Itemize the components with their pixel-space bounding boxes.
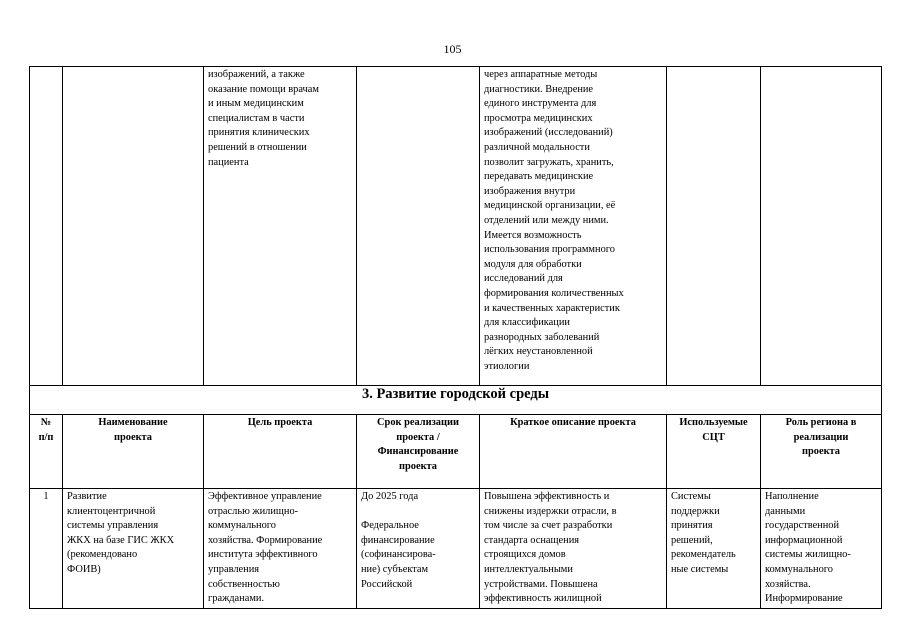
continuation-name-cell bbox=[63, 67, 204, 386]
continuation-goal-cell: изображений, а также оказание помощи врачам и иным медицинским специалистам в части принятия клинических решений в отношении пациента bbox=[204, 67, 357, 386]
row-num: 1 bbox=[30, 489, 63, 609]
continuation-row bbox=[30, 67, 882, 386]
row-description: Повышена эффективность и снижены издержки отрасли, в том числе за счет разработки стандарта оснащения строящихся домов интеллектуальными устройствами. Повышена эффективность жилищной bbox=[480, 489, 667, 609]
header-num: № п/п bbox=[30, 415, 63, 489]
section-heading-row bbox=[30, 386, 882, 415]
header-name: Наименование проекта bbox=[63, 415, 204, 489]
row-tech: Системы поддержки принятия решений, рекомендатель ные системы bbox=[667, 489, 761, 609]
continuation-num-cell bbox=[30, 67, 63, 386]
continuation-term-cell bbox=[357, 67, 480, 386]
header-description: Краткое описание проекта bbox=[480, 415, 667, 489]
row-term: До 2025 года Федеральное финансирование (софинансирова- ние) субъектам Российской bbox=[357, 489, 480, 609]
continuation-tech-cell bbox=[667, 67, 761, 386]
projects-table bbox=[29, 66, 882, 609]
table-row bbox=[30, 489, 882, 609]
continuation-description-cell: через аппаратные методы диагностики. Внедрение единого инструмента для просмотра медицинских изображений (исследований) различной модальности позволит загружать, хранить, передавать медицинские изображения внутри медицинской организации, её отделений или между ними. Имеется возможность использования программного модуля для обработки исследований для формирования количественных и качественных характеристик для классификации разнородных заболеваний лёгких неустановленной этиологии bbox=[480, 67, 667, 386]
header-term: Срок реализации проекта / Финансирование проекта bbox=[357, 415, 480, 489]
section-title: 3. Развитие городской среды bbox=[30, 386, 882, 415]
row-name: Развитие клиентоцентричной системы управления ЖКХ на базе ГИС ЖКХ (рекомендовано ФОИВ) bbox=[63, 489, 204, 609]
page-number: 105 bbox=[443, 42, 462, 56]
row-goal: Эффективное управление отраслью жилищно- коммунального хозяйства. Формирование института эффективного управления собственностью гражданами. bbox=[204, 489, 357, 609]
continuation-role-cell bbox=[761, 67, 882, 386]
row-role: Наполнение данными государственной информационной системы жилищно- коммунального хозяйства. Информирование bbox=[761, 489, 882, 609]
header-role: Роль региона в реализации проекта bbox=[761, 415, 882, 489]
header-goal: Цель проекта bbox=[204, 415, 357, 489]
table-header-row bbox=[30, 415, 882, 489]
header-tech: Используемые СЦТ bbox=[667, 415, 761, 489]
